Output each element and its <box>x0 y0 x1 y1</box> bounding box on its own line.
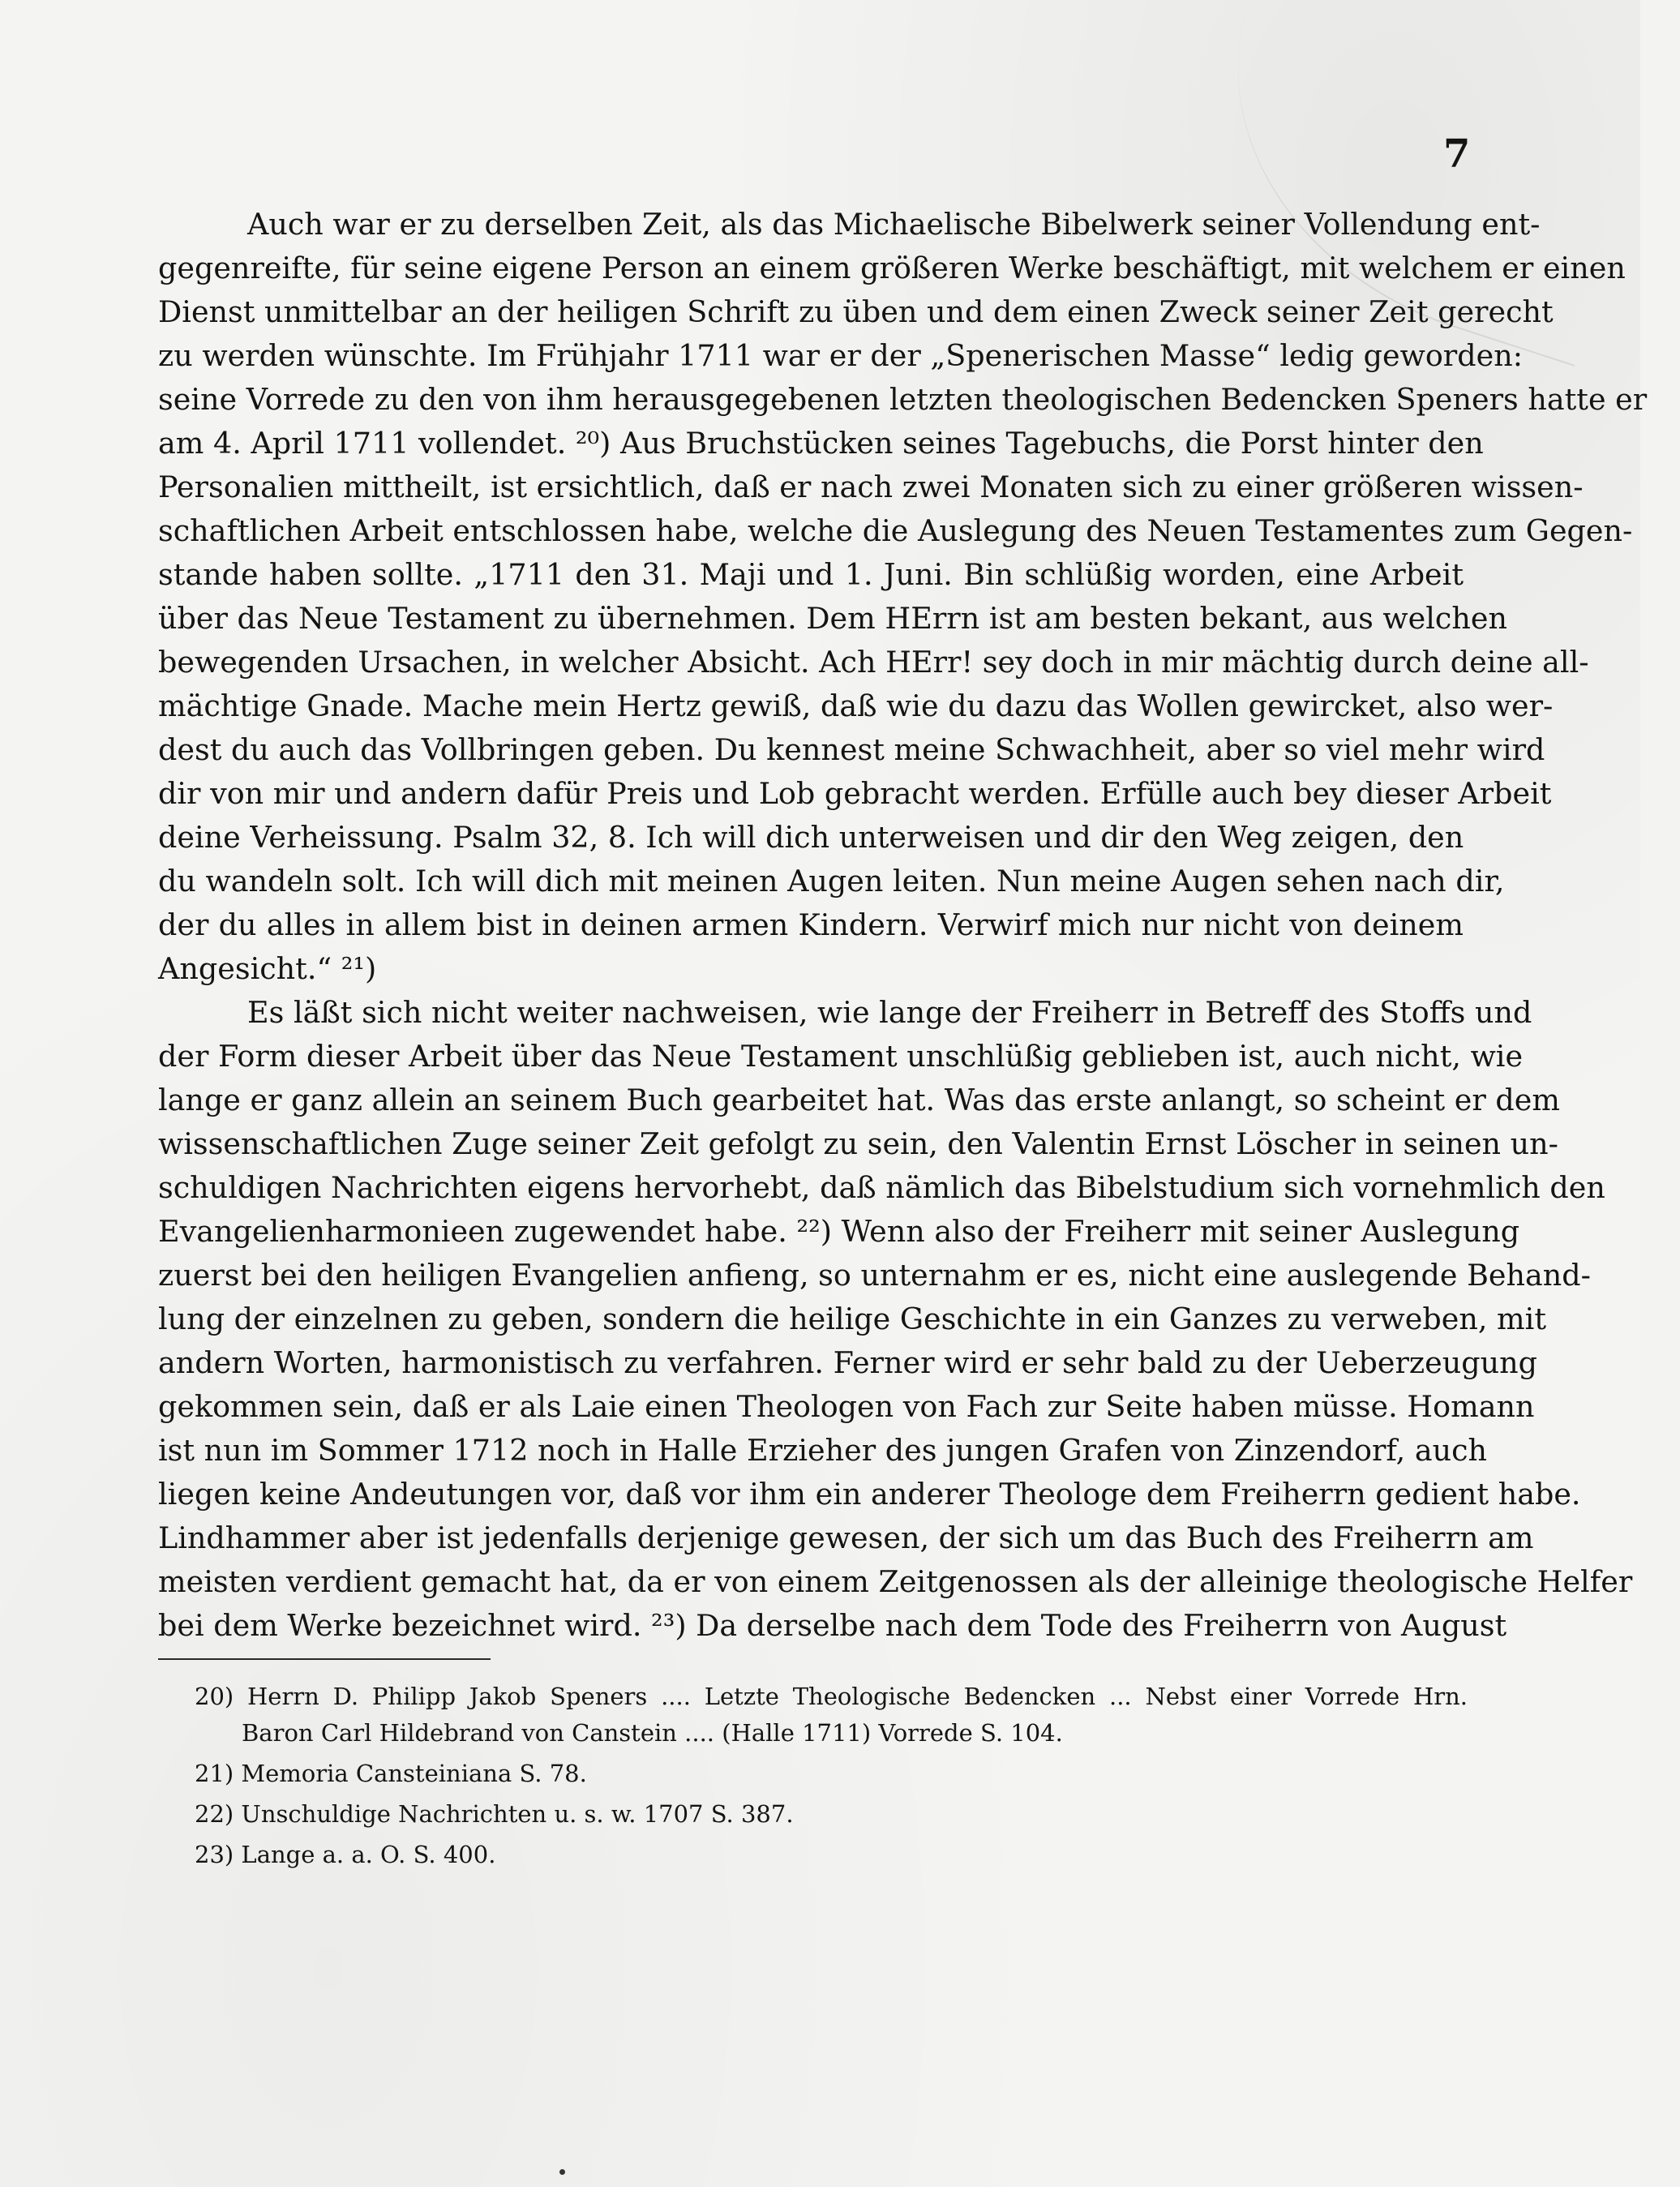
body-line: der Form dieser Arbeit über das Neue Testament unschlüßig geblieben ist, auch nicht, wie <box>158 1039 1524 1074</box>
footnote-line: 21) Memoria Cansteiniana S. 78. <box>195 1760 587 1787</box>
body-line: stande haben sollte. „1711 den 31. Maji und 1. Juni. Bin schlüßig worden, eine Arbeit <box>158 557 1464 592</box>
body-line: Dienst unmittelbar an der heiligen Schrift zu üben und dem einen Zweck seiner Zeit gerecht <box>158 294 1554 329</box>
footnote-line: 22) Unschuldige Nachrichten u. s. w. 1707 S. 387. <box>195 1800 794 1828</box>
footnote-line: Baron Carl Hildebrand von Canstein .... (Halle 1711) Vorrede S. 104. <box>242 1719 1063 1747</box>
body-line: meisten verdient gemacht hat, da er von einem Zeitgenossen als der alleinige theologische Helfer <box>158 1564 1633 1599</box>
body-line: wissenschaftlichen Zuge seiner Zeit gefolgt zu sein, den Valentin Ernst Löscher in seinen un- <box>158 1126 1559 1161</box>
body-line: Lindhammer aber ist jedenfalls derjenige gewesen, der sich um das Buch des Freiherrn am <box>158 1520 1534 1555</box>
body-line: Personalien mittheilt, ist ersichtlich, daß er nach zwei Monaten sich zu einer größeren wissen- <box>158 470 1584 504</box>
body-line: andern Worten, harmonistisch zu verfahren. Ferner wird er sehr bald zu der Ueberzeugung <box>158 1345 1538 1380</box>
body-line: schuldigen Nachrichten eigens hervorhebt, daß nämlich das Bibelstudium sich vornehmlich den <box>158 1170 1605 1205</box>
body-line: der du alles in allem bist in deinen armen Kindern. Verwirf mich nur nicht von deinem <box>158 907 1464 942</box>
page-number: 7 <box>1443 131 1471 177</box>
body-line: liegen keine Andeutungen vor, daß vor ihm ein anderer Theologe dem Freiherrn gedient habe. <box>158 1477 1581 1512</box>
body-line: du wandeln solt. Ich will dich mit meinen Augen leiten. Nun meine Augen sehen nach dir, <box>158 864 1505 898</box>
body-line: schaftlichen Arbeit entschlossen habe, welche die Auslegung des Neuen Testamentes zum Gegen- <box>158 513 1633 548</box>
body-line: lange er ganz allein an seinem Buch gearbeitet hat. Was das erste anlangt, so scheint er dem <box>158 1083 1560 1117</box>
body-line: Auch war er zu derselben Zeit, als das Michaelische Bibelwerk seiner Vollendung ent- <box>247 207 1541 242</box>
body-line: bewegenden Ursachen, in welcher Absicht. Ach HErr! sey doch in mir mächtig durch deine all- <box>158 645 1589 680</box>
footnote-line: 23) Lange a. a. O. S. 400. <box>195 1841 496 1868</box>
body-line: seine Vorrede zu den von ihm herausgegebenen letzten theologischen Bedencken Speners hatte er <box>158 382 1648 417</box>
body-line: gekommen sein, daß er als Laie einen Theologen von Fach zur Seite haben müsse. Homann <box>158 1389 1535 1424</box>
footnote-divider <box>158 1658 491 1660</box>
body-line: Es läßt sich nicht weiter nachweisen, wie lange der Freiherr in Betreff des Stoffs und <box>247 995 1532 1030</box>
body-line: Angesicht.“ ²¹) <box>158 951 377 986</box>
body-line: dest du auch das Vollbringen geben. Du kennest meine Schwachheit, aber so viel mehr wird <box>158 732 1545 767</box>
body-line: zuerst bei den heiligen Evangelien anfieng, so unternahm er es, nicht eine auslegende Behand- <box>158 1258 1591 1293</box>
footnote-line: 20) Herrn D. Philipp Jakob Speners .... Letzte Theologische Bedencken ... Nebst einer Vorrede Hrn. <box>195 1683 1468 1710</box>
body-line: zu werden wünschte. Im Frühjahr 1711 war er der „Spenerischen Masse“ ledig geworden: <box>158 338 1524 373</box>
body-line: gegenreifte, für seine eigene Person an einem größeren Werke beschäftigt, mit welchem er einen <box>158 251 1626 285</box>
body-line: über das Neue Testament zu übernehmen. Dem HErrn ist am besten bekant, aus welchen <box>158 601 1507 636</box>
body-line: bei dem Werke bezeichnet wird. ²³) Da derselbe nach dem Tode des Freiherrn von August <box>158 1608 1507 1643</box>
body-line: mächtige Gnade. Mache mein Hertz gewiß, daß wie du dazu das Wollen gewircket, also wer- <box>158 688 1554 723</box>
body-line: Evangelienharmonieen zugewendet habe. ²²) Wenn also der Freiherr mit seiner Auslegung <box>158 1214 1520 1249</box>
body-line: ist nun im Sommer 1712 noch in Halle Erzieher des jungen Grafen von Zinzendorf, auch <box>158 1433 1488 1468</box>
body-line: lung der einzelnen zu geben, sondern die heilige Geschichte in ein Ganzes zu verweben, mit <box>158 1301 1547 1336</box>
body-line: am 4. April 1711 vollendet. ²⁰) Aus Bruchstücken seines Tagebuchs, die Porst hinter den <box>158 426 1484 461</box>
body-line: dir von mir und andern dafür Preis und Lob gebracht werden. Erfülle auch bey dieser Arbeit <box>158 776 1552 811</box>
body-line: deine Verheissung. Psalm 32, 8. Ich will dich unterweisen und dir den Weg zeigen, den <box>158 820 1464 855</box>
ink-speck <box>559 2169 565 2175</box>
